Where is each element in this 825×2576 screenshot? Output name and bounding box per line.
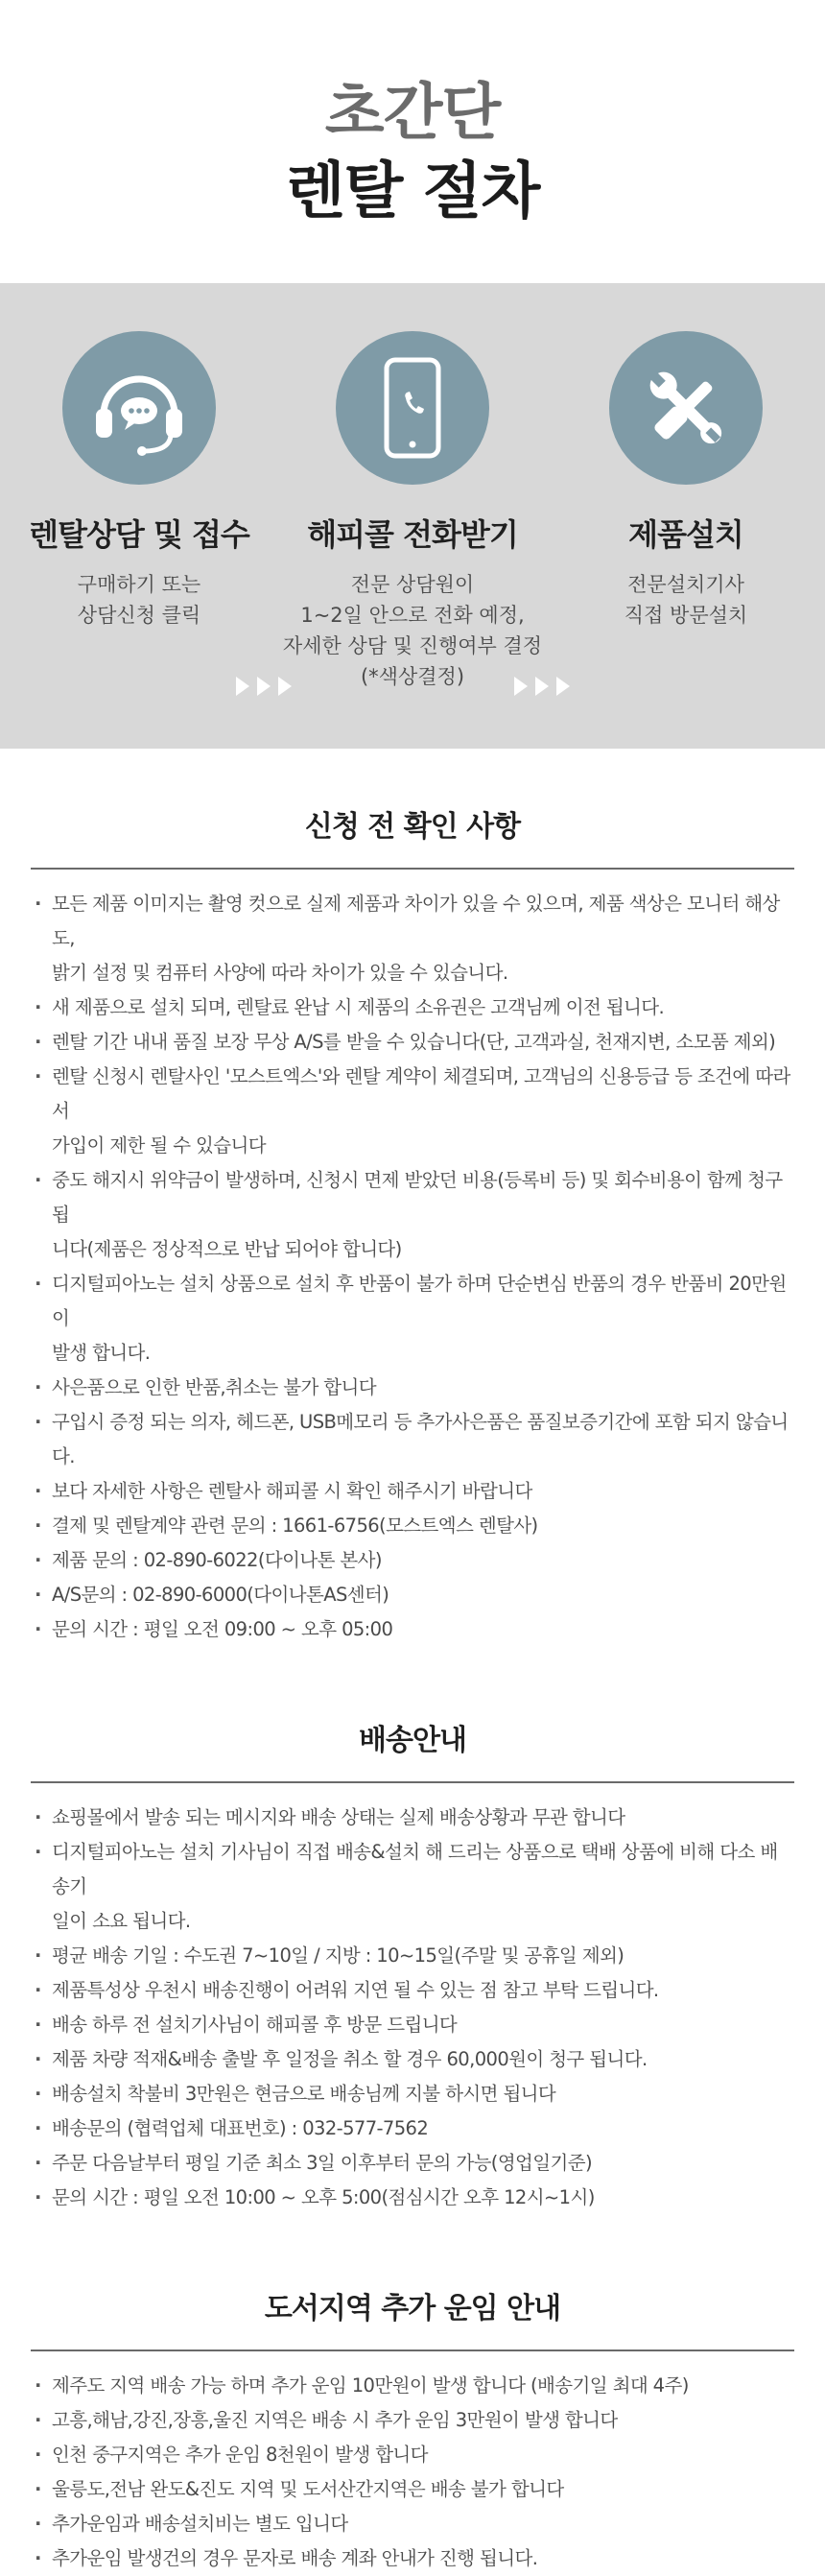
step-title: 해피콜 전화받기 — [307, 516, 518, 553]
headset-chat-icon — [62, 331, 216, 485]
phone-icon — [336, 331, 489, 485]
chevron-right-icon — [514, 677, 528, 696]
list-item: · 사은품으로 인한 반품,취소는 불가 합니다 — [31, 1371, 794, 1405]
list-item: · 고흥,해남,강진,장흥,울진 지역은 배송 시 추가 운임 3만원이 발생 합니다 — [31, 2403, 794, 2438]
step-title: 제품설치 — [628, 516, 743, 553]
hero — [0, 0, 825, 283]
list-item-continued: 밝기 설정 및 컴퓨터 사양에 따라 차이가 있을 수 있습니다. — [52, 962, 508, 984]
list-item: · 문의 시간 : 평일 오전 09:00 ~ 오후 05:00 — [31, 1612, 794, 1647]
list-item: · 주문 다음날부터 평일 기준 최소 3일 이후부터 문의 가능(영업일기준) — [31, 2146, 794, 2181]
section-title: 배송안내 — [359, 1724, 466, 1757]
list-item: · 쇼핑몰에서 발송 되는 메시지와 배송 상태는 실제 배송상황과 무관 합니다 — [31, 1801, 794, 1835]
list-item: · 구입시 증정 되는 의자, 헤드폰, USB메모리 등 추가사은품은 품질보증기간에 포함 되지 않습니다. — [31, 1405, 794, 1474]
step-title: 렌탈상담 및 접수 — [29, 516, 249, 553]
list-item: · 제품 차량 적재&배송 출발 후 일정을 취소 할 경우 60,000원이 청구 됩니다. — [31, 2042, 794, 2077]
list-item: · 추가운임 발생건의 경우 문자로 배송 계좌 안내가 진행 됩니다. — [31, 2541, 794, 2576]
arrows-2 — [514, 677, 570, 696]
list-item: · A/S문의 : 02-890-6000(다이나톤AS센터) — [31, 1578, 794, 1612]
list-item: · 결제 및 렌탈계약 관련 문의 : 1661-6756(모스트엑스 렌탈사) — [31, 1509, 794, 1543]
list-item: · 렌탈 기간 내내 품질 보장 무상 A/S를 받을 수 있습니다(단, 고객과실, 천재지변, 소모품 제외) — [31, 1025, 794, 1060]
step-consult — [0, 331, 278, 631]
section-divider — [31, 1781, 794, 1783]
list-item: · 제주도 지역 배송 가능 하며 추가 운임 10만원이 발생 합니다 (배송기일 최대 4주) — [31, 2369, 794, 2403]
list-item: · 제품 문의 : 02-890-6022(다이나톤 본사) — [31, 1543, 794, 1578]
step-description: 전문 상담원이 1~2일 안으로 전화 예정, 자세한 상담 및 진행여부 결정 (*색상결정) — [282, 573, 543, 688]
hero-title-line2: 렌탈 절차 — [285, 156, 540, 227]
section-divider — [31, 868, 794, 870]
list-item-continued: 니다(제품은 정상적으로 반납 되어야 합니다) — [52, 1238, 402, 1260]
step-description: 구매하기 또는 상담신청 클릭 — [77, 573, 201, 627]
list-item: · 보다 자세한 사항은 렌탈사 해피콜 시 확인 해주시기 바랍니다 — [31, 1474, 794, 1509]
delivery-list — [31, 1801, 794, 2215]
list-item: · 디지털피아노는 설치 상품으로 설치 후 반품이 불가 하며 단순변심 반품의 경우 반품비 20만원이 — [31, 1267, 794, 1336]
hero-title-line1: 초간단 — [324, 78, 501, 149]
chevron-right-icon — [257, 677, 271, 696]
island-list — [31, 2369, 794, 2576]
section-title: 도서지역 추가 운임 안내 — [264, 2292, 561, 2326]
notice-list — [31, 887, 794, 1647]
rental-steps-band — [0, 283, 825, 749]
list-item: · 제품특성상 우천시 배송진행이 어려워 지연 될 수 있는 점 참고 부탁 드립니다. — [31, 1973, 794, 2008]
list-item-continued: 발생 합니다. — [52, 1342, 151, 1364]
chevron-right-icon — [535, 677, 549, 696]
list-item: · 배송 하루 전 설치기사님이 해피콜 후 방문 드립니다 — [31, 2008, 794, 2042]
section-delivery — [0, 1722, 825, 2215]
list-item: · 배송설치 착불비 3만원은 현금으로 배송님께 지불 하시면 됩니다 — [31, 2077, 794, 2111]
step-install — [547, 331, 825, 631]
list-item-continued: 일이 소요 됩니다. — [52, 1910, 191, 1932]
list-item: · 배송문의 (협력업체 대표번호) : 032-577-7562 — [31, 2111, 794, 2146]
tools-icon — [609, 331, 763, 485]
list-item: · 평균 배송 기일 : 수도권 7~10일 / 지방 : 10~15일(주말 및 공휴일 제외) — [31, 1939, 794, 1973]
list-item: · 문의 시간 : 평일 오전 10:00 ~ 오후 5:00(점심시간 오후 12시~1시) — [31, 2181, 794, 2215]
step-description: 전문설치기사 직접 방문설치 — [624, 573, 748, 627]
section-island-shipping — [0, 2290, 825, 2576]
chevron-right-icon — [556, 677, 570, 696]
section-divider — [31, 2349, 794, 2351]
section-title: 신청 전 확인 사항 — [304, 810, 521, 844]
list-item: · 새 제품으로 설치 되며, 렌탈료 완납 시 제품의 소유권은 고객님께 이전 됩니다. — [31, 990, 794, 1025]
step-happycall — [273, 331, 552, 692]
section-pre-application — [0, 808, 825, 1647]
list-item: · 인천 중구지역은 추가 운임 8천원이 발생 합니다 — [31, 2438, 794, 2472]
list-item: · 중도 해지시 위약금이 발생하며, 신청시 면제 받았던 비용(등록비 등) 및 회수비용이 함께 청구됩 — [31, 1163, 794, 1232]
chevron-right-icon — [236, 677, 249, 696]
list-item-continued: 가입이 제한 될 수 있습니다 — [52, 1134, 267, 1157]
list-item: · 모든 제품 이미지는 촬영 컷으로 실제 제품과 차이가 있을 수 있으며, 제품 색상은 모니터 해상도, — [31, 887, 794, 956]
list-item: · 디지털피아노는 설치 기사님이 직접 배송&설치 해 드리는 상품으로 택배 상품에 비해 다소 배송기 — [31, 1835, 794, 1904]
list-item: · 울릉도,전남 완도&진도 지역 및 도서산간지역은 배송 불가 합니다 — [31, 2472, 794, 2507]
list-item: · 추가운임과 배송설치비는 별도 입니다 — [31, 2507, 794, 2541]
list-item: · 렌탈 신청시 렌탈사인 '모스트엑스'와 렌탈 계약이 체결되며, 고객님의 신용등급 등 조건에 따라서 — [31, 1060, 794, 1129]
